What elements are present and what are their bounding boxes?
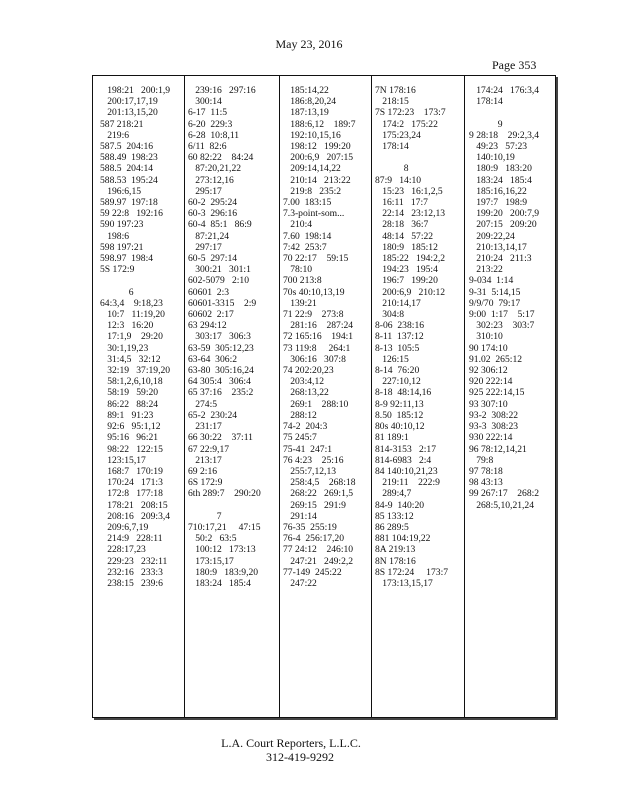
index-line: 7 [188,510,222,522]
index-line: 289:4,7 [375,488,412,500]
index-line: 188:6,12 189:7 [283,118,356,130]
index-line: 16:11 17:7 [375,197,428,209]
index-line: 219:8 235:2 [283,185,342,197]
index-line: 10:7 11:19,20 [100,309,165,321]
index-line: 588.49 198:23 [100,152,158,164]
index-line: 295:17 [188,185,222,197]
index-line: 80s 40:10,12 [375,421,425,433]
index-line: 200:6,9 210:12 [375,286,446,298]
index-line: 219:6 [100,129,130,141]
index-line: 304:8 [375,309,405,321]
index-line: 98:22 122:15 [100,443,163,455]
index-line: 930 222:14 [469,432,513,444]
index-line: 8-9 92:11,13 [375,398,424,410]
index-line: 97 78:18 [469,465,503,477]
index-line: 60601 2:3 [188,286,230,298]
index-line: 200:6,9 207:15 [283,152,354,164]
index-line: 587 218:21 [100,118,144,130]
index-line: 200:17,17,19 [100,96,158,108]
index-line: 98 43:13 [469,477,503,489]
index-line: 178:14 [469,96,503,108]
footer-phone: 312-419-9292 [266,750,334,764]
index-line: 48:14 57:22 [375,230,434,242]
index-line: 185:22 194:2,2 [375,253,446,265]
index-line: 218:15 [375,96,409,108]
index-line: 8 [375,163,409,175]
index-line: 209:14,14,22 [283,163,341,175]
index-line: 6-20 229:3 [188,118,233,130]
index-line: 126:15 [375,353,409,365]
index-line: 199:20 200:7,9 [469,208,540,220]
index-line: 198:6 [100,230,130,242]
index-line: 60-5 297:14 [188,253,238,265]
index-line: 89:1 91:23 [100,409,154,421]
index-line: 79:8 [469,454,494,466]
index-line: 201:13,15,20 [100,107,158,119]
index-line: 168:7 170:19 [100,465,163,477]
index-line [100,275,170,286]
index-line: 63 294:12 [188,320,227,332]
index-line: 288:12 [283,409,317,421]
index-line: 70s 40:10,13,19 [283,286,345,298]
index-line: 75-41 247:1 [283,443,333,455]
index-line: 96 78:12,14,21 [469,443,527,455]
index-line: 239:16 297:16 [188,85,256,96]
index-line: 209:22,24 [469,230,515,242]
index-line: 602-5079 2:10 [188,275,250,287]
index-line: 100:12 173:13 [188,544,256,556]
index-line: 588.5 204:14 [100,163,154,175]
index-line: 925 222:14,15 [469,387,525,399]
index-line: 185:16,16,22 [469,185,527,197]
index-line: 60601-3315 2:9 [188,297,257,309]
index-line: 64 305:4 306:4 [188,376,251,388]
index-line: 90 174:10 [469,342,508,354]
index-line: 9 [469,118,503,130]
index-line: 64:3,4 9:18,23 [100,297,163,309]
index-line: 65 37:16 235:2 [188,387,254,399]
index-line: 219:11 222:9 [375,477,440,489]
index-line: 310:10 [469,331,503,343]
page-number: Page 353 [492,58,537,72]
index-line: 8-14 76:20 [375,365,420,377]
index-line: 210:24 211:3 [469,253,532,265]
index-line: 22:14 23:12,13 [375,208,446,220]
index-line: 6 [100,286,134,298]
index-line [375,152,448,163]
index-line: 881 104:19,22 [375,533,431,545]
index-line: 214:9 228:11 [100,533,163,545]
index-line: 92:6 95:1,12 [100,421,161,433]
index-line: 76 4:23 25:16 [283,454,344,466]
index-line: 172:8 177:18 [100,488,163,500]
index-line: 60-2 295:24 [188,197,238,209]
index-line: 5S 172:9 [100,264,135,276]
index-line: 255:7,12,13 [283,465,337,477]
index-line: 6S 172:9 [188,477,223,489]
index-line: 178:14 [375,141,409,153]
index-line: 65-2 230:24 [188,409,238,421]
index-line: 74-2 204:3 [283,421,328,433]
index-line: 269:15 291:9 [283,499,346,511]
index-line: 814-6983 2:4 [375,454,432,466]
index-line: 99 267:17 268:2 [469,488,540,500]
index-line: 9:00 1:17 5:17 [469,309,535,321]
index-line: 198:12 199:20 [283,141,351,153]
index-line: 75 245:7 [283,432,317,444]
index-line: 303:17 306:3 [188,331,251,343]
index-line: 86:22 88:24 [100,398,159,410]
column-divider [371,76,372,717]
index-line: 76-4 256:17,20 [283,533,345,545]
index-line: 123:15,17 [100,454,146,466]
index-line: 247:22 [283,577,317,589]
index-line: 247:21 249:2,2 [283,555,354,567]
index-line: 210:14,17 [375,297,421,309]
index-line: 213:17 [188,454,222,466]
index-line: 306:16 307:8 [283,353,346,365]
index-column-5 [469,85,539,511]
index-line [469,107,539,118]
index-line: 87:9 14:10 [375,174,422,186]
index-line: 209:6,7,19 [100,521,149,533]
index-line: 60-3 296:16 [188,208,238,220]
column-divider [279,76,280,717]
index-line: 174:2 175:22 [375,118,438,130]
index-line: 15:23 16:1,2,5 [375,185,443,197]
index-line: 87:21,24 [188,230,230,242]
index-line: 208:16 209:3,4 [100,510,171,522]
index-line: 207:15 209:20 [469,219,537,231]
index-line: 12:3 16:20 [100,320,154,332]
index-line: 180:9 185:12 [375,241,438,253]
index-line: 77 24:12 246:10 [283,544,354,556]
index-column-2 [188,85,261,589]
index-line: 231:17 [188,421,222,433]
index-line: 180:9 183:20 [469,163,532,175]
index-line: 814-3153 2:17 [375,443,437,455]
index-line: 49:23 57:23 [469,141,528,153]
index-line: 66 30:22 37:11 [188,432,253,444]
index-line: 69 2:16 [188,465,218,477]
index-line: 60602 2:17 [188,309,234,321]
index-line: 175:23,24 [375,129,421,141]
index-line: 268:22 269:1,5 [283,488,354,500]
index-line: 58:1,2,6,10,18 [100,376,163,388]
index-line: 67 22:9,17 [188,443,230,455]
index-line: 92 306:12 [469,365,508,377]
index-line: 198:21 200:1,9 [100,85,171,96]
index-line: 598 197:21 [100,241,144,253]
index-line: 192:10,15,16 [283,129,341,141]
index-line: 93-2 308:22 [469,409,519,421]
index-line: 8N 178:16 [375,555,416,567]
index-line: 203:4,12 [283,376,325,388]
index-line: 300:21 301:1 [188,264,251,276]
index-line: 273:12,16 [188,174,234,186]
index-line: 78:10 [283,264,313,276]
index-line: 86 289:5 [375,521,409,533]
index-line: 920 222:14 [469,376,513,388]
index-line: 8A 219:13 [375,544,416,556]
index-column-3 [283,85,356,589]
index-line: 178:21 208:15 [100,499,168,511]
index-line: 58:19 59:20 [100,387,159,399]
index-line: 70 22:17 59:15 [283,253,349,265]
index-line: 139:21 [283,297,317,309]
index-line: 183:24 185:4 [188,577,251,589]
index-line: 7.60 198:14 [283,230,332,242]
index-line: 74 202:20,23 [283,365,334,377]
index-line: 17:1,9 29:20 [100,331,163,343]
index-line: 8-13 105:5 [375,342,420,354]
index-line: 93 307:10 [469,398,508,410]
index-line: 31:4,5 32:12 [100,353,161,365]
index-line: 210:13,14,17 [469,241,527,253]
index-line: 281:16 287:24 [283,320,354,332]
index-line: 63-64 306:2 [188,353,238,365]
index-line: 77-149 245:22 [283,566,342,578]
index-line: 587.5 204:16 [100,141,154,153]
index-table [92,75,556,718]
index-line: 63-80 305:16,24 [188,365,254,377]
index-line: 84 140:10,21,23 [375,465,438,477]
index-line: 196:7 199:20 [375,275,438,287]
index-line: 85 133:12 [375,510,414,522]
index-line: 9-034 1:14 [469,275,514,287]
index-line: 140:10,19 [469,152,515,164]
index-line: 185:14,22 [283,85,329,96]
index-line: 180:9 183:9,20 [188,566,259,578]
index-line: 60-4 85:1 86:9 [188,219,252,231]
index-line [188,500,261,511]
index-line: 229:23 232:11 [100,555,168,567]
index-line: 9 28:18 29:2,3,4 [469,129,540,141]
index-line: 81 189:1 [375,432,409,444]
index-line: 173:15,17 [188,555,234,567]
index-line: 28:18 36:7 [375,219,429,231]
index-line: 30:1,19,23 [100,342,149,354]
index-line: 50:2 63:5 [188,533,237,545]
index-line: 72 165:16 194:1 [283,331,354,343]
index-line: 87:20,21,22 [188,163,242,175]
index-line: 238:15 239:6 [100,577,163,589]
index-line: 291:14 [283,510,317,522]
index-line: 6-28 10:8,11 [188,129,240,141]
index-line: 589.97 197:18 [100,197,158,209]
index-line: 590 197:23 [100,219,144,231]
index-line: 63-59 305:12,23 [188,342,254,354]
index-line: 300:14 [188,96,222,108]
index-line: 227:10,12 [375,376,421,388]
index-line: 183:24 185:4 [469,174,532,186]
header-date: May 23, 2016 [275,37,343,51]
index-line: 6th 289:7 290:20 [188,488,261,500]
index-line: 9/9/70 79:17 [469,297,521,309]
index-line: 8-06 238:16 [375,320,425,332]
index-line: 93-3 308:23 [469,421,519,433]
index-line: 170:24 171:3 [100,477,163,489]
index-line: 7S 172:23 173:7 [375,107,446,119]
index-line: 588.53 195:24 [100,174,158,186]
column-divider [184,76,185,717]
index-line: 302:23 303:7 [469,320,535,332]
index-line: 232:16 233:3 [100,566,163,578]
index-line: 258:4,5 268:18 [283,477,356,489]
index-line: 6/11 82:6 [188,141,227,153]
index-line: 7.3-point-som... [283,208,345,220]
index-line: 700 213:8 [283,275,322,287]
index-line: 7N 178:16 [375,85,416,96]
index-line: 213:22 [469,264,503,276]
index-line: 210:14 213:22 [283,174,351,186]
index-line: 297:17 [188,241,222,253]
index-column-4 [375,85,448,589]
index-line: 268:13,22 [283,387,329,399]
index-line: 76-35 255:19 [283,521,337,533]
index-line: 60 82:22 84:24 [188,152,254,164]
index-line: 6-17 11:5 [188,107,228,119]
index-line: 8.50 185:12 [375,409,424,421]
index-line: 8-11 137:12 [375,331,424,343]
index-line: 7:42 253:7 [283,241,327,253]
index-line: 196:6,15 [100,185,142,197]
index-column-1 [100,85,170,589]
index-line: 9-31 5:14,15 [469,286,521,298]
index-line: 59 22:8 192:16 [100,208,163,220]
footer-firm: L.A. Court Reporters, L.L.C. [221,736,361,750]
index-line: 268:5,10,21,24 [469,499,535,511]
index-line: 7.00 183:15 [283,197,332,209]
index-line: 8S 172:24 173:7 [375,566,449,578]
index-line: 710:17,21 47:15 [188,521,261,533]
index-line: 91.02 265:12 [469,353,523,365]
index-line: 187:13,19 [283,107,329,119]
index-line: 84-9 140:20 [375,499,425,511]
column-divider [464,76,465,717]
index-line: 186:8,20,24 [283,96,337,108]
index-line: 197:7 198:9 [469,197,528,209]
index-line: 173:13,15,17 [375,577,433,589]
index-line: 598.97 198:4 [100,253,154,265]
index-line: 269:1 288:10 [283,398,349,410]
index-line: 210:4 [283,219,313,231]
index-line: 32:19 37:19,20 [100,365,171,377]
index-line: 73 119:8 264:1 [283,342,351,354]
index-line: 228:17,23 [100,544,146,556]
index-line: 174:24 176:3,4 [469,85,540,96]
index-line: 274:5 [188,398,218,410]
index-line: 95:16 96:21 [100,432,159,444]
index-line: 8-18 48:14,16 [375,387,432,399]
index-line: 194:23 195:4 [375,264,438,276]
index-line: 71 22:9 273:8 [283,309,344,321]
